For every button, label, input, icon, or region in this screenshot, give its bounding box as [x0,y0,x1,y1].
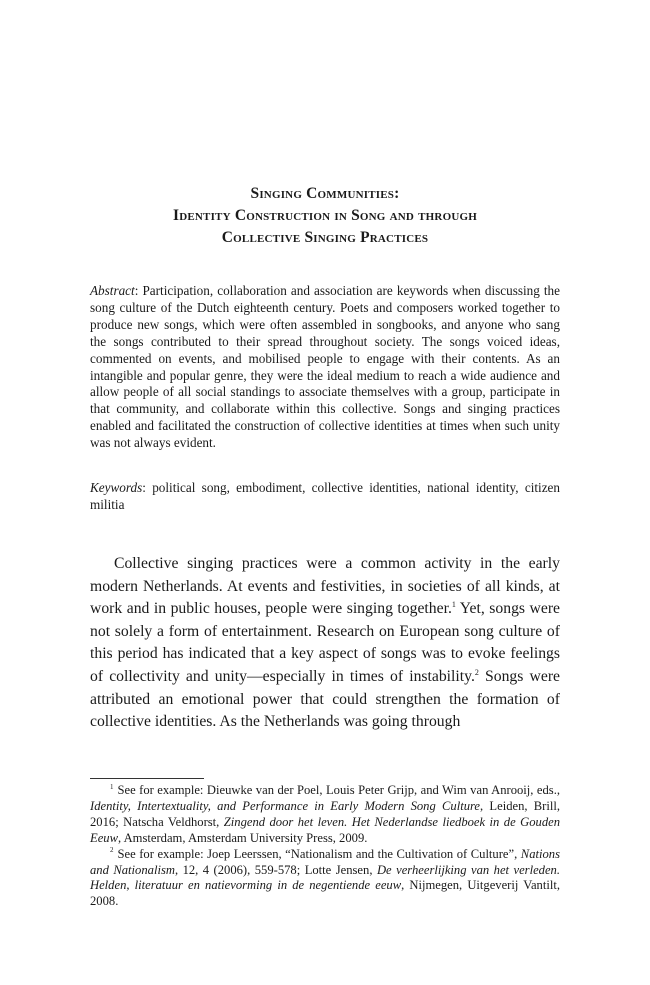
footnote-ref-2[interactable]: 2 [474,667,479,677]
footnote-1-title-b: Zingend door het leven. Het Nederlandse liedboek in de Gouden Eeuw [90,814,561,845]
keywords-paragraph [90,480,560,514]
footnote-1-text-a: See for example: Dieuwke van der Poel, Louis Peter Grijp, and Wim van Anrooij, eds., [117,783,560,797]
title-line-3: Collective Singing Practices [221,229,429,246]
body-text-part-3: Songs were attributed an emotional power that could strengthen the formation of collective identities. As the Netherlands was going through [90,667,561,731]
footnotes-section [90,783,560,910]
keywords-text: : political song, embodiment, collective identities, national identity, citizen militia [90,480,560,512]
title-line-2: Identity Construction in Song and through [172,207,477,224]
footnote-2-text-b: , 12, 4 (2006), 559-578; Lotte Jensen, [174,862,377,877]
footnote-number-1: 1 [110,782,114,791]
body-text-part-1: Collective singing practices were a common activity in the early modern Netherlands. At events and festivities, in societies of all kinds, at work and in public houses, people were singing together. [90,555,560,618]
footnote-2-text-a: See for example: Joep Leerssen, “Nationalism and the Cultivation of Culture”, [117,846,521,861]
footnote-number-2: 2 [110,846,114,855]
footnote-1-title-a: Identity, Intertextuality, and Performance in Early Modern Song Culture [90,798,481,813]
abstract-label: Abstract [90,283,135,298]
footnote-1-text-c: , Amsterdam, Amsterdam University Press, 2009. [117,830,368,845]
title-line-1: Singing Communities: [250,185,400,202]
footnote-2-title-a: Nations and Nationalism [90,846,560,877]
footnote-2 [90,847,560,911]
abstract-paragraph [90,283,560,452]
chapter-title [90,183,560,249]
footnote-1-text-b: , Leiden, Brill, 2016; Natscha Veldhorst, [90,798,560,829]
keywords-label: Keywords [90,480,143,495]
body-text-part-2: Yet, songs were not solely a form of entertainment. Research on European song culture of this period has indicated that a key aspect of songs was to evoke feelings of collectivity and unity—especially in times of instability. [90,600,561,685]
abstract-text: : Participation, collaboration and association are keywords when discussing the song culture of the Dutch eighteenth century. Poets and composers worked together to produce new songs, which were often assembled in songbooks, and anyone who sang the songs contributed to their spread throughout society. The songs voiced ideas, commented on events, and mobilised people to engage with their contents. As an intangible and popular genre, they were the ideal medium to reach a wide audience and allow people of all social standings to associate themselves with a group, participate in that community, and collaborate within this collective. Songs and singing practices enabled and facilitated the construction of collective identities at times when such unity was not always evident. [90,283,560,451]
body-paragraph [90,553,560,734]
footnote-divider [90,778,204,779]
footnote-1 [90,783,560,847]
abstract-section [90,283,560,452]
body-section [90,553,560,734]
footnote-ref-1[interactable]: 1 [451,599,456,609]
footnote-2-text-c: , Nijmegen, Uitgeverij Vantilt, 2008. [90,878,560,909]
footnote-2-title-b: De verheerlijking van het verleden. Helden, literatuur en natievorming in de negentiende eeuw [90,862,561,893]
keywords-section [90,480,560,514]
